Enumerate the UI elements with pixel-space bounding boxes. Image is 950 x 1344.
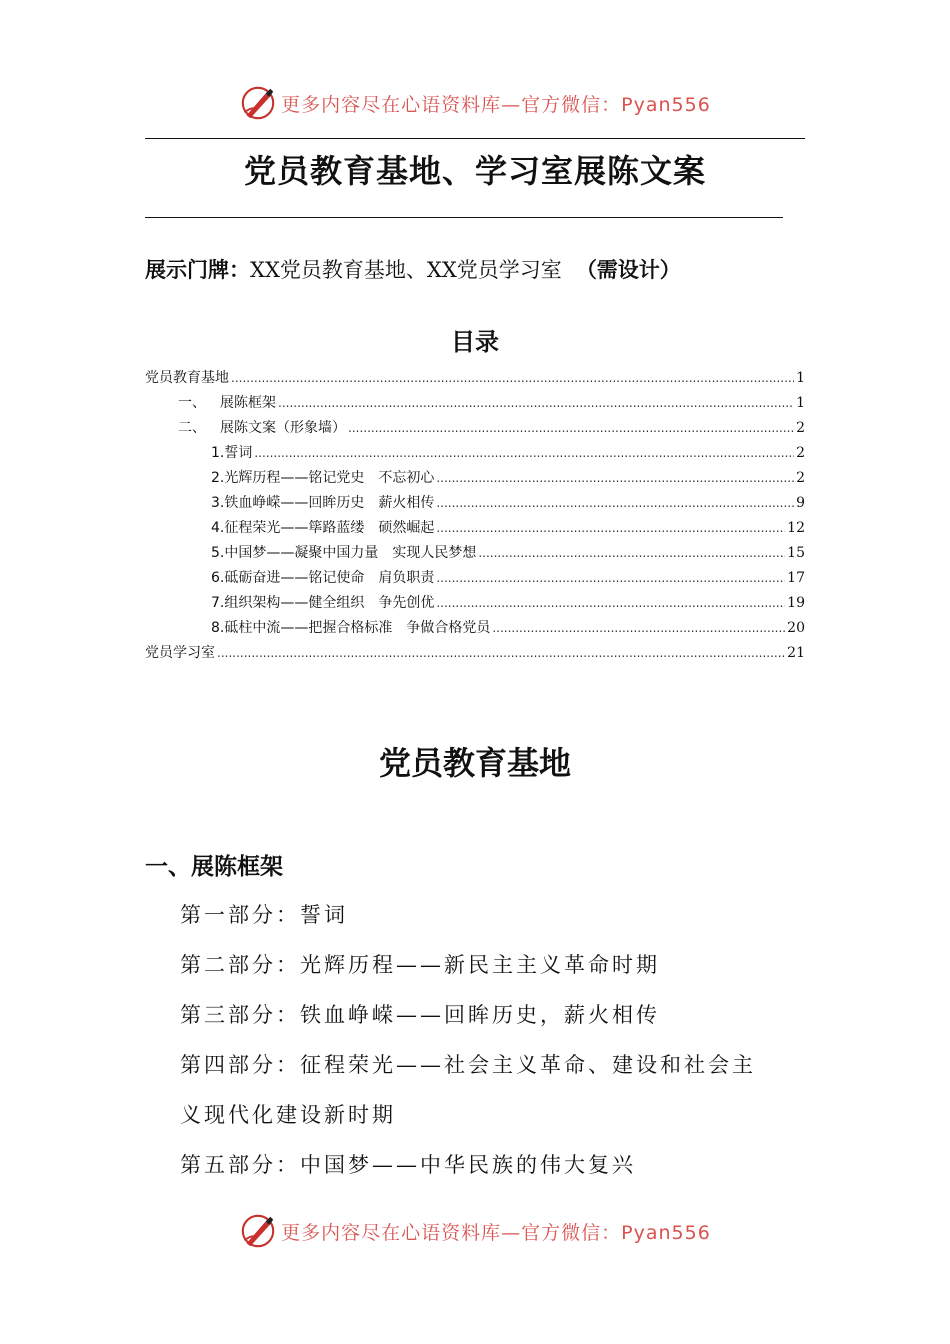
title-rule-top	[145, 138, 805, 139]
watermark-text: 更多内容尽在心语资料库—官方微信：Pyan556	[281, 93, 711, 116]
toc-entry[interactable]: 5.中国梦——凝聚中国力量 实现人民梦想 ..... 15	[145, 542, 805, 567]
section-heading: 一、展陈框架	[145, 854, 283, 880]
framework-part: 第三部分：铁血峥嵘——回眸历史，薪火相传	[180, 1003, 660, 1027]
toc-entry[interactable]: 2.光辉历程——铭记党史 不忘初心 ..... 2	[145, 467, 805, 492]
watermark-banner-bottom	[0, 1208, 950, 1254]
toc-entry[interactable]: 党员教育基地 ..... 1	[145, 367, 805, 392]
framework-part: 第二部分：光辉历程——新民主主义革命时期	[180, 953, 660, 977]
table-of-contents	[145, 367, 805, 667]
section-title: 党员教育基地	[378, 744, 571, 782]
signage-note: （需设计）	[575, 257, 681, 282]
framework-part: 第四部分：征程荣光——社会主义革命、建设和社会主	[180, 1053, 756, 1077]
signage-label: 展示门牌：	[145, 257, 250, 282]
watermark-banner-top	[0, 80, 950, 126]
signage-value: XX党员教育基地、XX党员学习室	[250, 258, 562, 282]
title-rule-bottom	[145, 217, 783, 218]
framework-parts	[180, 890, 820, 1190]
pen-logo-icon	[239, 84, 277, 122]
toc-entry[interactable]: 4.征程荣光——筚路蓝缕 硕然崛起 ..... 12	[145, 517, 805, 542]
pen-logo-icon	[239, 1212, 277, 1250]
toc-entry[interactable]: 1.誓词 ..... 2	[145, 442, 805, 467]
watermark-text: 更多内容尽在心语资料库—官方微信：Pyan556	[281, 1221, 711, 1244]
toc-entry[interactable]: 6.砥砺奋进——铭记使命 肩负职责 ..... 17	[145, 567, 805, 592]
signage-line	[145, 254, 681, 284]
framework-part: 义现代化建设新时期	[180, 1103, 396, 1127]
toc-entry[interactable]: 8.砥柱中流——把握合格标准 争做合格党员 ..... 20	[145, 617, 805, 642]
document-title: 党员教育基地、学习室展陈文案	[243, 152, 706, 190]
toc-entry[interactable]: 3.铁血峥嵘——回眸历史 薪火相传 ..... 9	[145, 492, 805, 517]
toc-entry[interactable]: 二、 展陈文案（形象墙） ..... 2	[145, 417, 805, 442]
toc-entry[interactable]: 7.组织架构——健全组织 争先创优 ..... 19	[145, 592, 805, 617]
toc-title: 目录	[451, 328, 499, 356]
framework-part: 第五部分：中国梦——中华民族的伟大复兴	[180, 1153, 636, 1177]
toc-entry[interactable]: 党员学习室 ..... 21	[145, 642, 805, 667]
toc-entry[interactable]: 一、 展陈框架 ..... 1	[145, 392, 805, 417]
framework-part: 第一部分：誓词	[180, 903, 348, 927]
